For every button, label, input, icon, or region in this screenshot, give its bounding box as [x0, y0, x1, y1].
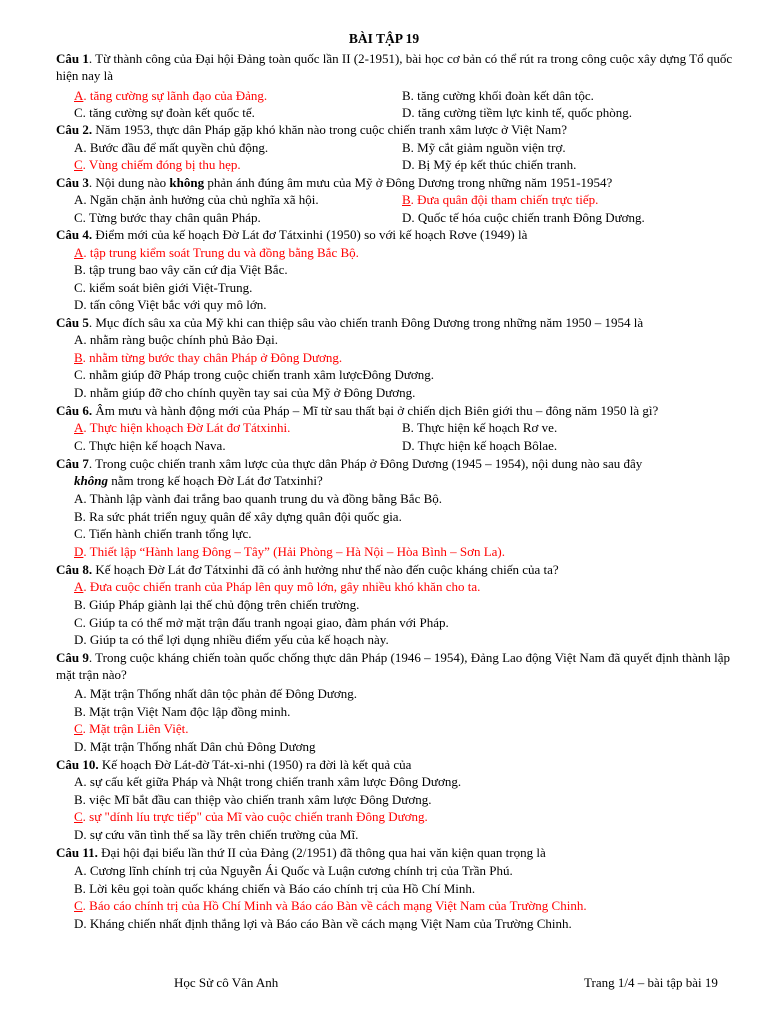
question-text: . Từ thành công của Đại hội Đảng toàn quốc lần II (2-1951), bài học cơ bản có thể rút ra trong công cuộc xây dựng Tổ quốc hiện nay là [56, 51, 733, 83]
option-letter: B [74, 597, 83, 612]
q5-option-c [74, 366, 434, 383]
option-text: . sự cấu kết giữa Pháp và Nhật trong chiến tranh xâm lược Đông Dương. [83, 774, 462, 789]
option-text: . Thực hiện kế hoạch Bôlae. [411, 438, 558, 453]
option-text: . Mặt trận Thống nhất dân tộc phản đế Đông Dương. [83, 686, 358, 701]
option-text: . Thành lập vành đai trắng bao quanh trung du và đồng bằng Bắc Bộ. [83, 491, 443, 506]
option-text: . tập trung kiểm soát Trung du và đồng bằng Bắc Bộ. [83, 245, 359, 260]
option-text: . Mặt trận Thống nhất Dân chủ Đông Dương [83, 739, 316, 754]
question-number: Câu 5 [56, 315, 89, 330]
option-letter: D [74, 632, 84, 647]
option-letter: D [74, 544, 84, 559]
q8-option-d [74, 631, 389, 648]
option-text: . Đưa cuộc chiến tranh của Pháp lên quy mô lớn, gây nhiều khó khăn cho ta. [83, 579, 481, 594]
question-5 [56, 314, 736, 331]
option-text: . Ngăn chặn ảnh hưởng của chủ nghĩa xã hội. [83, 192, 319, 207]
question-8 [56, 561, 736, 578]
question-2 [56, 121, 736, 138]
q6-option-a [74, 419, 290, 436]
option-letter: B [74, 704, 83, 719]
question-4 [56, 226, 736, 243]
option-letter: A [74, 491, 84, 506]
q1-option-d [402, 104, 632, 121]
option-letter: C [74, 721, 83, 736]
option-text: . việc Mĩ bắt đầu can thiệp vào chiến tranh xâm lược Đông Dương. [82, 792, 432, 807]
page-title: BÀI TẬP 19 [348, 31, 420, 46]
option-text: . Thực hiện kế hoạch Nava. [82, 438, 226, 453]
option-letter: B [402, 88, 411, 103]
question-1 [56, 50, 736, 84]
option-text: . Giúp Pháp giành lại thế chủ động trên chiến trường. [82, 597, 360, 612]
question-number: Câu 4. [56, 227, 93, 242]
q3-option-c [74, 209, 261, 226]
option-text: . nhằm giúp đỡ cho chính quyền tay sai của Mỹ ở Đông Dương. [83, 385, 416, 400]
option-letter: A [74, 774, 84, 789]
question-text: . Trong cuộc kháng chiến toàn quốc chống thực dân Pháp (1946 – 1954), Đảng Lao động Việt Nam đã quyết định thành lập mặt trận nào? [56, 650, 730, 682]
option-letter: A [74, 420, 84, 435]
option-letter: D [74, 916, 84, 931]
question-7 [56, 455, 736, 472]
option-letter: C [74, 809, 83, 824]
option-letter: A [74, 192, 84, 207]
q2-option-d [402, 156, 576, 173]
question-number: Câu 7 [56, 456, 89, 471]
question-text: . Mục đích sâu xa của Mỹ khi can thiệp sâu vào chiến tranh Đông Dương trong những năm 1950 – 1954 là [88, 315, 644, 330]
q9-option-b [74, 703, 290, 720]
option-letter: C [74, 526, 83, 541]
q7-option-c [74, 525, 251, 542]
option-text: . tăng cường sự lãnh đạo của Đảng. [83, 88, 268, 103]
option-text: . Mặt trận Việt Nam độc lập đồng minh. [82, 704, 291, 719]
option-letter: B [74, 792, 83, 807]
q2-option-c [74, 156, 241, 173]
question-6 [56, 402, 736, 419]
q10-option-b [74, 791, 431, 808]
footer-author: Học Sử cô Vân Anh [174, 975, 279, 990]
question-text: Kế hoạch Đờ Lát đơ Tátxinhi đã có ảnh hưởng như thế nào đến cuộc kháng chiến của ta? [92, 562, 559, 577]
q3-option-a [74, 191, 319, 208]
option-text: . kiểm soát biên giới Việt-Trung. [82, 280, 253, 295]
option-letter: B [402, 420, 411, 435]
q11-option-a [74, 862, 513, 879]
q9-option-c [74, 720, 189, 737]
question-10 [56, 756, 736, 773]
q4-option-d [74, 296, 267, 313]
question-number: Câu 6. [56, 403, 93, 418]
option-text: . sự cứu vãn tình thế sa lầy trên chiến trường của Mĩ. [83, 827, 359, 842]
q1-option-a [74, 87, 267, 104]
option-letter: A [74, 140, 84, 155]
q2-option-a [74, 139, 268, 156]
option-text: . tăng cường tiềm lực kinh tế, quốc phòng. [411, 105, 633, 120]
q11-option-b [74, 880, 475, 897]
option-letter: B [74, 262, 83, 277]
option-text: . Mặt trận Liên Việt. [82, 721, 189, 736]
option-text: . Từng bước thay chân quân Pháp. [82, 210, 261, 225]
option-text: . Mỹ cắt giảm nguồn viện trợ. [410, 140, 566, 155]
q1-option-b [402, 87, 594, 104]
question-text-rest: nằm trong kế hoạch Đờ Lát đơ Tatxinhi? [107, 473, 323, 488]
footer-page-number: Trang 1/4 – bài tập bài 19 [584, 975, 718, 990]
option-letter: D [402, 438, 412, 453]
option-letter: A [74, 88, 84, 103]
option-text: . tấn công Việt bắc với quy mô lớn. [83, 297, 267, 312]
question-number: Câu 3 [56, 175, 89, 190]
q8-option-b [74, 596, 359, 613]
option-text: . tập trung bao vây căn cứ địa Việt Bắc. [82, 262, 288, 277]
q9-option-a [74, 685, 357, 702]
q4-option-b [74, 261, 288, 278]
option-text: . Bước đầu để mất quyền chủ động. [83, 140, 269, 155]
option-text: . Quốc tế hóa cuộc chiến tranh Đông Dương. [411, 210, 645, 225]
option-letter: D [402, 105, 412, 120]
option-letter: A [74, 245, 84, 260]
q8-option-c [74, 614, 449, 631]
q5-option-d [74, 384, 415, 401]
question-text: . Nội dung nào [88, 175, 170, 190]
question-7-cont [74, 472, 754, 489]
q10-option-a [74, 773, 461, 790]
option-letter: C [74, 157, 83, 172]
question-11 [56, 844, 736, 861]
question-text: . Trong cuộc chiến tranh xâm lược của thực dân Pháp ở Đông Dương (1945 – 1954), nội dung nào sau đây [88, 456, 643, 471]
q4-option-c [74, 279, 252, 296]
q2-option-b [402, 139, 566, 156]
option-text: . tăng cường khối đoàn kết dân tộc. [410, 88, 594, 103]
question-text: Kế hoạch Đờ Lát-đờ Tát-xi-nhi (1950) ra đời là kết quả của [98, 757, 412, 772]
option-letter: C [74, 898, 83, 913]
option-letter: B [74, 881, 83, 896]
option-text: . Đưa quân đội tham chiến trực tiếp. [410, 192, 599, 207]
q10-option-d [74, 826, 358, 843]
option-text: . Ra sức phát triển nguỵ quân để xây dựng quân đội quốc gia. [82, 509, 402, 524]
question-keyword: không [169, 175, 205, 190]
option-letter: D [74, 827, 84, 842]
option-text: . Lời kêu gọi toàn quốc kháng chiến và Báo cáo chính trị của Hồ Chí Minh. [82, 881, 476, 896]
q11-option-c [74, 897, 587, 914]
q11-option-d [74, 915, 572, 932]
question-number: Câu 10. [56, 757, 99, 772]
option-text: . nhằm ràng buộc chính phủ Bảo Đại. [83, 332, 278, 347]
option-letter: C [74, 615, 83, 630]
option-letter: A [74, 686, 84, 701]
q6-option-c [74, 437, 226, 454]
question-3 [56, 174, 736, 191]
option-letter: C [74, 367, 83, 382]
q7-option-b [74, 508, 402, 525]
option-letter: B [402, 192, 411, 207]
question-text: Âm mưu và hành động mới của Pháp – Mĩ từ sau thất bại ở chiến dịch Biên giới thu – đông năm 1950 là gì? [92, 403, 659, 418]
option-text: . Thực hiện khoạch Đờ Lát đơ Tátxinhi. [83, 420, 291, 435]
option-letter: C [74, 105, 83, 120]
question-9 [56, 649, 736, 683]
question-number: Câu 1 [56, 51, 89, 66]
q6-option-d [402, 437, 557, 454]
option-letter: C [74, 210, 83, 225]
q5-option-a [74, 331, 278, 348]
q9-option-d [74, 738, 316, 755]
question-text-rest: phản ánh đúng âm mưu của Mỹ ở Đông Dương trong những năm 1951-1954? [204, 175, 613, 190]
option-text: . tăng cường sự đoàn kết quốc tế. [82, 105, 255, 120]
option-text: . Thực hiện kế hoạch Rơ ve. [410, 420, 558, 435]
q7-option-d [74, 543, 505, 560]
option-text: . Thiết lập “Hành lang Đông – Tây” (Hải Phòng – Hà Nội – Hòa Bình – Sơn La). [83, 544, 505, 559]
q1-option-c [74, 104, 255, 121]
option-letter: D [402, 210, 412, 225]
option-text: . Cương lĩnh chính trị của Nguyễn Ái Quốc và Luận cương chính trị của Trần Phú. [83, 863, 513, 878]
option-letter: B [74, 350, 83, 365]
option-text: . Kháng chiến nhất định thắng lợi và Báo cáo Bàn về cách mạng Việt Nam của Trường Chinh. [83, 916, 572, 931]
option-text: . Bị Mỹ ép kết thúc chiến tranh. [411, 157, 577, 172]
option-letter: D [74, 739, 84, 754]
option-text: . Báo cáo chính trị của Hồ Chí Minh và Báo cáo Bàn về cách mạng Việt Nam của Trường Chinh. [82, 898, 587, 913]
option-text: . Giúp ta có thế mở mặt trận đấu tranh ngoại giao, đàm phán với Pháp. [82, 615, 449, 630]
q5-option-b [74, 349, 342, 366]
option-text: . Vùng chiếm đóng bị thu hẹp. [82, 157, 241, 172]
option-letter: D [74, 385, 84, 400]
option-letter: C [74, 280, 83, 295]
q4-option-a [74, 244, 359, 261]
question-text: Đại hội đại biểu lần thứ II của Đảng (2/1951) đã thông qua hai văn kiện quan trọng là [97, 845, 546, 860]
option-text: . Giúp ta có thể lợi dụng nhiều điểm yếu của kế hoạch này. [83, 632, 389, 647]
q7-option-a [74, 490, 442, 507]
option-letter: D [402, 157, 412, 172]
option-letter: A [74, 863, 84, 878]
option-letter: D [74, 297, 84, 312]
question-text: Năm 1953, thực dân Pháp gặp khó khăn nào trong cuộc chiến tranh xâm lược ở Việt Nam? [92, 122, 567, 137]
option-text: . nhằm từng bước thay chân Pháp ở Đông Dương. [82, 350, 343, 365]
option-letter: B [74, 509, 83, 524]
q3-option-d [402, 209, 645, 226]
question-number: Câu 9 [56, 650, 89, 665]
option-letter: A [74, 332, 84, 347]
option-letter: B [402, 140, 411, 155]
option-letter: C [74, 438, 83, 453]
question-number: Câu 2. [56, 122, 93, 137]
option-text: . Tiến hành chiến tranh tổng lực. [82, 526, 252, 541]
option-text: . nhằm giúp đỡ Pháp trong cuộc chiến tranh xâm lượcĐông Dương. [82, 367, 435, 382]
question-number: Câu 8. [56, 562, 93, 577]
option-text: . sự "dính líu trực tiếp" của Mĩ vào cuộc chiến tranh Đông Dương. [82, 809, 428, 824]
question-number: Câu 11. [56, 845, 98, 860]
question-keyword: không [74, 473, 108, 488]
q10-option-c [74, 808, 428, 825]
q6-option-b [402, 419, 557, 436]
q3-option-b [402, 191, 598, 208]
option-letter: A [74, 579, 84, 594]
question-text: Điểm mới của kế hoạch Đờ Lát đơ Tátxinhi (1950) so với kế hoạch Rơve (1949) là [92, 227, 528, 242]
q8-option-a [74, 578, 480, 595]
